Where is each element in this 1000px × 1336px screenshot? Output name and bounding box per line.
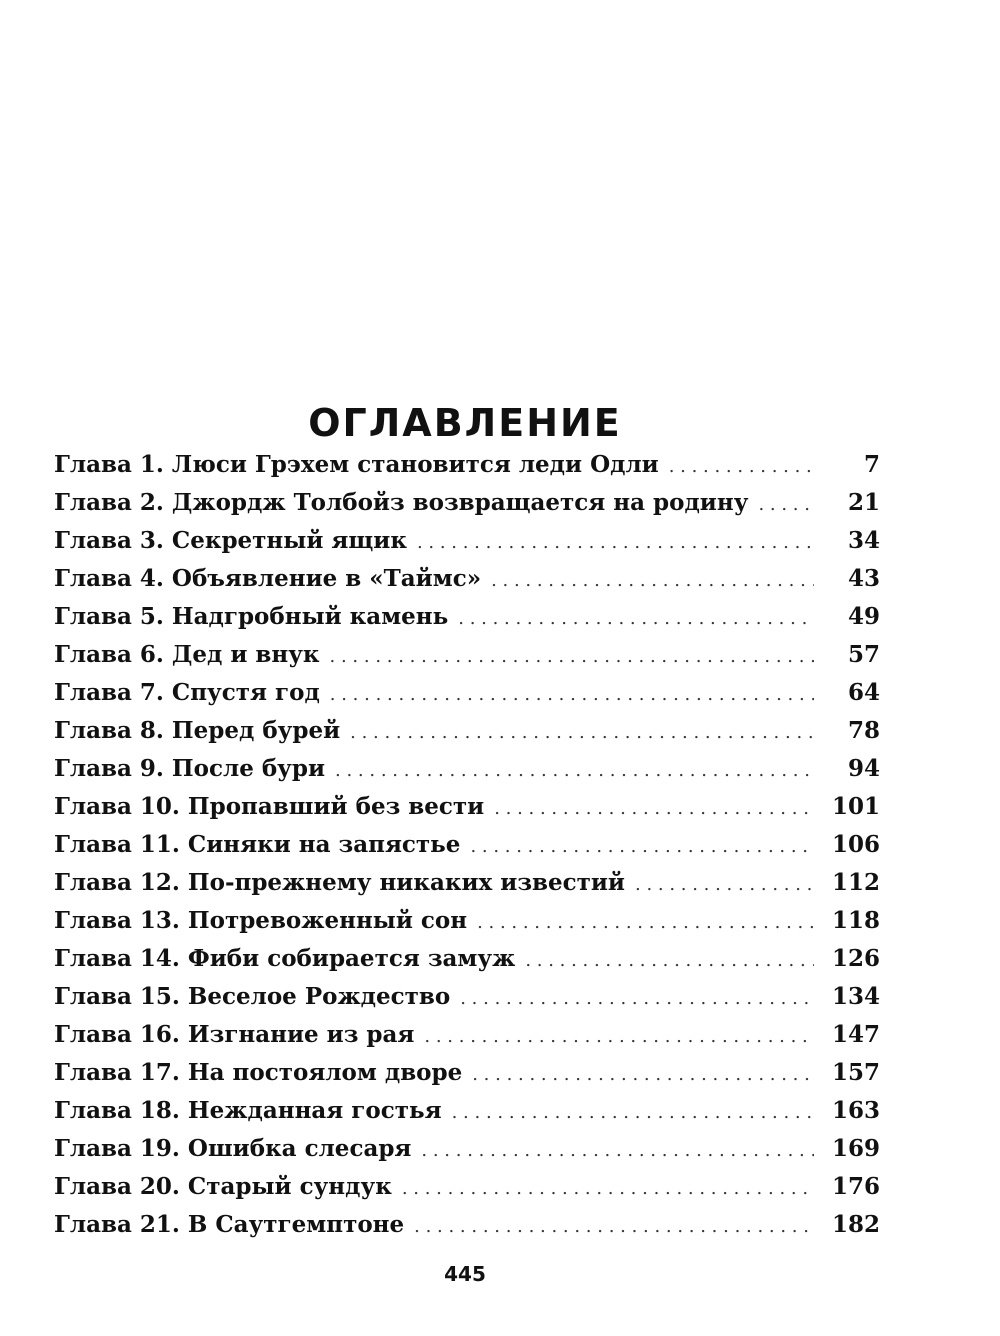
toc-entry-14: [54, 940, 880, 978]
toc-entry-21: [54, 1206, 880, 1244]
toc-entry-page: 34: [847, 527, 880, 554]
toc-entry-page: 176: [831, 1173, 880, 1200]
toc-entry-9: [54, 750, 880, 788]
toc-entry-8: [54, 712, 880, 750]
toc-entry-10: [54, 788, 880, 826]
toc-entry-label: Глава 9. После бури: [54, 755, 326, 782]
toc-entry-label: Глава 5. Надгробный камень: [54, 603, 449, 630]
toc-entry-page: 106: [831, 831, 880, 858]
toc-entry-label: Глава 21. В Саутгемптоне: [54, 1211, 405, 1238]
toc-entry-label: Глава 18. Нежданная гостья: [54, 1097, 442, 1124]
toc-entry-label: Глава 16. Изгнание из рая: [54, 1021, 415, 1048]
toc-entry-12: [54, 864, 880, 902]
toc-entry-page: 78: [847, 717, 880, 744]
toc-entry-page: 157: [831, 1059, 880, 1086]
toc-entry-page: 118: [831, 907, 880, 934]
dot-leader: [402, 1170, 814, 1208]
toc-entry-label: Глава 7. Спустя год: [54, 679, 320, 706]
dot-leader: [472, 1056, 814, 1094]
toc-entry-label: Глава 10. Пропавший без вести: [54, 793, 485, 820]
toc-entry-label: Глава 8. Перед бурей: [54, 717, 341, 744]
toc-entry-20: [54, 1168, 880, 1206]
toc-entry-label: Глава 1. Люси Грэхем становится леди Одли: [54, 451, 659, 478]
toc-entry-page: 147: [831, 1021, 880, 1048]
toc-entry-15: [54, 978, 880, 1016]
dot-leader: [421, 1132, 814, 1170]
toc-entry-13: [54, 902, 880, 940]
toc-entry-page: 112: [831, 869, 880, 896]
toc-entry-4: [54, 560, 880, 598]
dot-leader: [458, 600, 814, 638]
toc-entry-page: 163: [831, 1097, 880, 1124]
dot-leader: [525, 942, 814, 980]
dot-leader: [460, 980, 814, 1018]
dot-leader: [417, 524, 814, 562]
toc-entry-3: [54, 522, 880, 560]
toc-entry-page: 57: [847, 641, 880, 668]
toc-entry-label: Глава 2. Джордж Толбойз возвращается на родину: [54, 489, 749, 516]
toc-entry-page: 43: [847, 565, 880, 592]
toc-entry-17: [54, 1054, 880, 1092]
toc-entry-page: 64: [847, 679, 880, 706]
toc-entry-page: 101: [831, 793, 880, 820]
dot-leader: [635, 866, 814, 904]
toc-entry-page: 94: [847, 755, 880, 782]
toc-entry-label: Глава 15. Веселое Рождество: [54, 983, 451, 1010]
dot-leader: [758, 486, 814, 524]
toc-entry-page: 169: [831, 1135, 880, 1162]
dot-leader: [424, 1018, 814, 1056]
toc-entry-page: 21: [847, 489, 880, 516]
toc-entry-label: Глава 3. Секретный ящик: [54, 527, 407, 554]
toc-entry-label: Глава 11. Синяки на запястье: [54, 831, 461, 858]
toc-entry-6: [54, 636, 880, 674]
dot-leader: [477, 904, 814, 942]
toc-entry-label: Глава 13. Потревоженный сон: [54, 907, 468, 934]
dot-leader: [470, 828, 814, 866]
toc-entry-label: Глава 6. Дед и внук: [54, 641, 320, 668]
toc-entry-label: Глава 12. По-прежнему никаких известий: [54, 869, 625, 896]
dot-leader: [414, 1208, 814, 1246]
toc-entry-label: Глава 4. Объявление в «Таймс»: [54, 565, 482, 592]
table-of-contents: [54, 446, 880, 1244]
page-number: 445: [444, 1262, 486, 1286]
toc-entry-page: 7: [863, 451, 880, 478]
toc-entry-2: [54, 484, 880, 522]
toc-entry-label: Глава 19. Ошибка слесаря: [54, 1135, 412, 1162]
toc-entry-page: 134: [831, 983, 880, 1010]
toc-entry-page: 126: [831, 945, 880, 972]
toc-entry-16: [54, 1016, 880, 1054]
toc-entry-18: [54, 1092, 880, 1130]
toc-entry-19: [54, 1130, 880, 1168]
dot-leader: [350, 714, 814, 752]
toc-entry-page: 49: [847, 603, 880, 630]
toc-entry-label: Глава 17. На постоялом дворе: [54, 1059, 463, 1086]
toc-entry-11: [54, 826, 880, 864]
toc-entry-label: Глава 14. Фиби собирается замуж: [54, 945, 516, 972]
toc-entry-page: 182: [831, 1211, 880, 1238]
dot-leader: [669, 448, 814, 486]
page-title: ОГЛАВЛЕНИЕ: [308, 401, 622, 446]
toc-entry-7: [54, 674, 880, 712]
toc-entry-1: [54, 446, 880, 484]
toc-entry-5: [54, 598, 880, 636]
dot-leader: [335, 752, 814, 790]
dot-leader: [452, 1094, 814, 1132]
dot-leader: [330, 676, 814, 714]
dot-leader: [330, 638, 814, 676]
toc-entry-label: Глава 20. Старый сундук: [54, 1173, 392, 1200]
dot-leader: [494, 790, 814, 828]
dot-leader: [491, 562, 814, 600]
